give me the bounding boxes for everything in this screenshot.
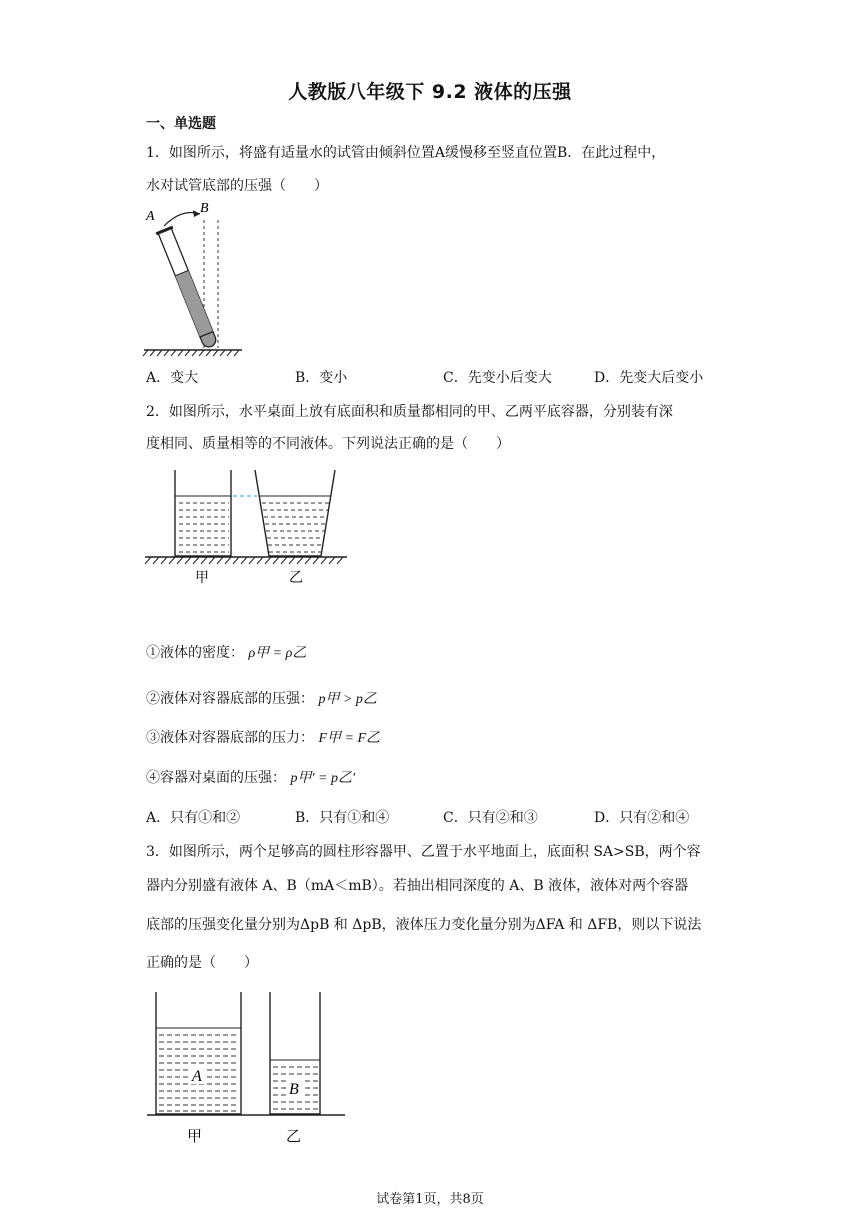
q1-option-b: B．变小 <box>295 370 348 386</box>
section-heading: 一、单选题 <box>146 116 216 132</box>
q2-statement-4 <box>146 767 355 787</box>
q3-stem-line2: 器内分别盛有液体 A、B（mA＜mB）。若抽出相同深度的 A、B 液体，液体对两个容器 <box>146 878 689 894</box>
q3-liquid-b-label: B <box>289 1081 299 1098</box>
q2-label-yi: 乙 <box>289 570 303 586</box>
q2-statement-2-prefix: ②液体对容器底部的压强： <box>146 691 314 707</box>
q1-option-d: D．先变大后变小 <box>594 370 704 386</box>
page-title: 人教版八年级下 9.2 液体的压强 <box>288 81 572 103</box>
q1-test-tube-figure <box>140 200 250 360</box>
q3-containers-figure <box>145 988 350 1148</box>
q2-statement-4-prefix: ④容器对桌面的压强： <box>146 770 286 786</box>
q1-label-b: B <box>200 201 209 216</box>
q1-stem-line2: 水对试管底部的压强（ ） <box>146 178 328 194</box>
q2-option-c: C．只有②和③ <box>443 810 538 826</box>
q2-label-jia: 甲 <box>195 570 209 586</box>
q3-liquid-a-label: A <box>192 1068 202 1085</box>
q1-option-c: C．先变小后变大 <box>443 370 552 386</box>
q2-statement-1-formula: ρ甲 = ρ乙 <box>248 646 307 661</box>
q2-statement-3-prefix: ③液体对容器底部的压力： <box>146 730 314 746</box>
q1-option-a: A．变大 <box>146 370 199 386</box>
q2-option-a: A．只有①和② <box>146 810 241 826</box>
q3-stem-line1: 3．如图所示，两个足够高的圆柱形容器甲、乙置于水平地面上，底面积 SA>SB，两个容 <box>146 844 701 860</box>
q1-label-a: A <box>146 209 155 224</box>
q2-statement-3-formula: F甲 = F乙 <box>318 731 381 746</box>
q2-containers-figure <box>143 465 353 590</box>
q2-statement-2 <box>146 688 377 708</box>
q2-option-d: D．只有②和④ <box>594 810 690 826</box>
page-footer: 试卷第1页，共8页 <box>376 1192 484 1207</box>
q2-statement-2-formula: p甲 > p乙 <box>318 692 377 707</box>
q2-statement-4-formula: p甲′ = p乙′ <box>290 771 356 786</box>
q2-option-b: B．只有①和④ <box>295 810 390 826</box>
q3-label-yi: 乙 <box>286 1127 302 1145</box>
q1-stem-line1: 1．如图所示，将盛有适量水的试管由倾斜位置A缓慢移至竖直位置B．在此过程中， <box>146 145 666 161</box>
q2-stem-line2: 度相同、质量相等的不同液体。下列说法正确的是（ ） <box>146 436 510 452</box>
q3-stem-line3: 底部的压强变化量分别为ΔpB 和 ΔpB，液体压力变化量分别为ΔFA 和 ΔFB，则以下说法 <box>146 917 702 933</box>
q3-label-jia: 甲 <box>187 1127 203 1145</box>
q3-stem-line4: 正确的是（ ） <box>146 955 258 971</box>
q2-statement-1-prefix: ①液体的密度： <box>146 645 244 661</box>
q2-statement-3 <box>146 727 380 747</box>
q2-stem-line1: 2．如图所示，水平桌面上放有底面积和质量都相同的甲、乙两平底容器，分别装有深 <box>146 404 673 420</box>
q2-statement-1 <box>146 642 306 662</box>
